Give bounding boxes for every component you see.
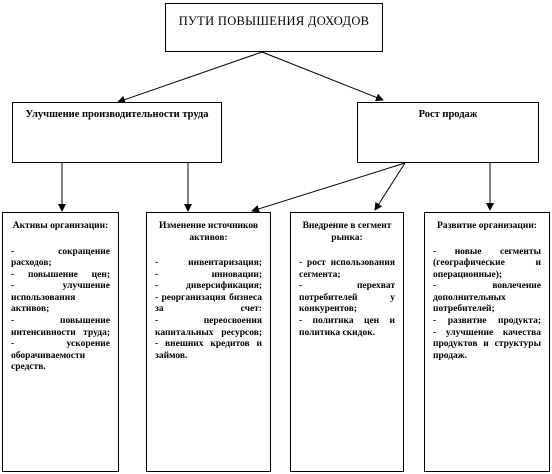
list-item: - улучшение использования активов; xyxy=(11,281,110,315)
sales-growth-box xyxy=(357,102,539,163)
list-item: - инновации; xyxy=(155,269,262,280)
arrow-top-to-left xyxy=(118,52,262,102)
list-item: - улучшение качества продуктов и структуры продаж. xyxy=(433,327,541,361)
list-item: - инвентаризация; xyxy=(155,258,262,269)
labor-productivity-box xyxy=(12,102,222,163)
arrow-top-to-right xyxy=(262,52,383,100)
arrow-right-to-col2 xyxy=(252,163,405,211)
list-item: - диверсификация; xyxy=(155,281,262,292)
column-asset-sources xyxy=(146,212,271,472)
list-item: - политика цен и политика скидок. xyxy=(299,316,395,338)
arrow-right-to-col3 xyxy=(375,163,405,210)
column-market-segment xyxy=(290,212,404,472)
list-item: - ускорение оборачиваемости средств. xyxy=(11,339,110,373)
list-item: - рост использования сегмента; xyxy=(299,258,395,280)
list-item: - внешних кредитов и займов. xyxy=(155,339,262,361)
list-item: - новые сегменты (географические и операционные); xyxy=(433,246,541,280)
list-item: - вовлечение дополнительных потребителей; xyxy=(433,281,541,315)
column-heading: Активы организации: xyxy=(12,221,109,231)
column-heading: Внедрение в сегмент рынка: xyxy=(302,221,392,243)
list-item: - повышение интенсивности труда; xyxy=(11,316,110,338)
column-heading: Изменение источников активов: xyxy=(158,221,259,243)
column-heading: Развитие организации: xyxy=(437,221,537,231)
list-item: - сокращение расходов; xyxy=(11,246,110,269)
top-title: ПУТИ ПОВЫШЕНИЯ ДОХОДОВ xyxy=(178,14,370,28)
list-item: - переосвоения капитальных ресурсов; xyxy=(155,316,262,338)
sales-growth-label: Рост продаж xyxy=(418,109,478,120)
list-item: - реорганизация бизнеса за счет: xyxy=(155,292,262,315)
list-item: - развитие продукта; xyxy=(433,316,541,327)
column-organization-development xyxy=(424,212,550,472)
list-item: - повышение цен; xyxy=(11,269,110,280)
top-box xyxy=(165,3,383,52)
list-item: - перехват потребителей у конкурентов; xyxy=(299,281,395,315)
labor-productivity-label: Улучшение производительности труда xyxy=(25,109,209,120)
column-assets xyxy=(2,212,119,472)
